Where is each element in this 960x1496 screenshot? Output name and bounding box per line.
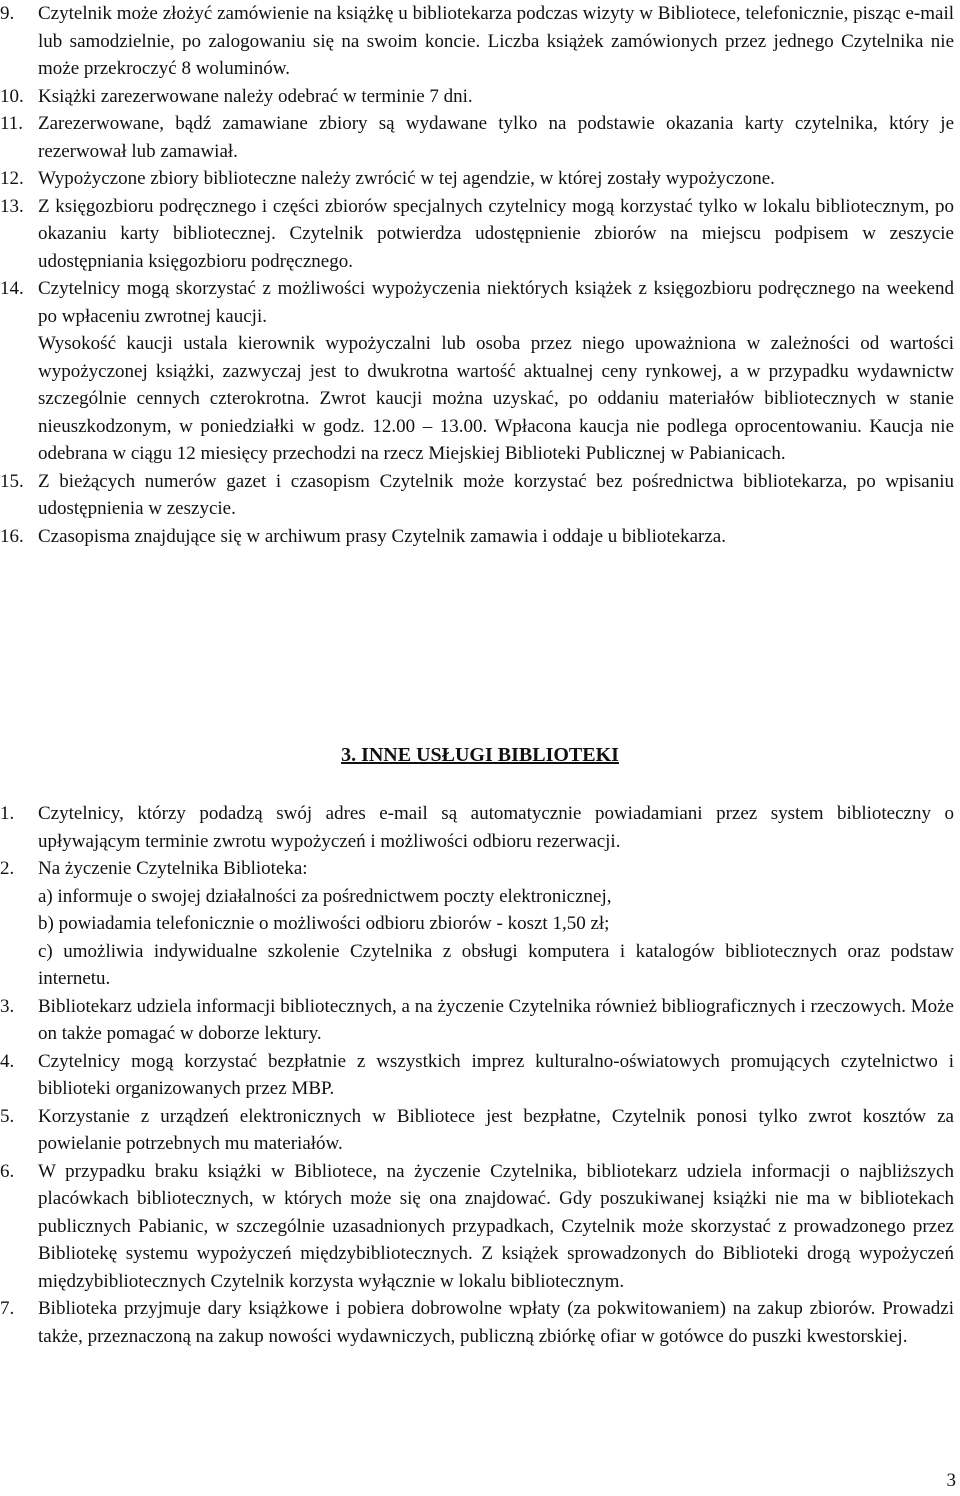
item-number: 15. <box>0 470 24 492</box>
item-number: 2. <box>0 858 15 879</box>
item-text: Wysokość kaucji ustala kierownik wypożyczalni lub osoba przez niego upoważniona w zależności od wartości wypożyczonej książki, zazwyczaj jest to dwukrotna wartość aktualnej ceny rynkowej, a w przypadku wydawnictw szczególnie cennych czterokrotna. Zwrot kaucji można uzyskać, po oddaniu materiałów bibliotecznych w stanie nieuszkodzonym, w poniedziałki w godz. 12.00 – 13.00. Wpłacona kaucja nie podlega oprocentowaniu. Kaucja nie odebrana w ciągu 12 miesięcy przechodzi na rzecz Miejskiej Biblioteki Publicznej w Pabianicach. <box>38 333 954 464</box>
list-item <box>0 193 960 276</box>
page-number: 3 <box>946 1469 956 1491</box>
list-item <box>0 523 960 551</box>
item-text: Z księgozbioru podręcznego i części zbiorów specjalnych czytelnicy mogą korzystać tylko w lokalu bibliotecznym, po okazaniu karty bibliotecznej. Czytelnik potwierdza udostępnienie zbiorów na miejscu podpisem w zeszycie udostępniania księgozbioru podręcznego. <box>38 195 954 272</box>
list-item <box>0 855 960 993</box>
item-text: Zarezerwowane, bądź zamawiane zbiory są wydawane tylko na podstawie okazania karty czytelnika, który je rezerwował lub zamawiał. <box>38 113 954 162</box>
item-text: Bibliotekarz udziela informacji bibliotecznych, a na życzenie Czytelnika również bibliograficznych i rzeczowych. Może on także pomagać w doborze lektury. <box>38 995 954 1044</box>
item-subpoint: a) informuje o swojej działalności za pośrednictwem poczty elektronicznej, <box>38 885 612 907</box>
list-item <box>0 0 960 83</box>
item-number: 6. <box>0 1160 15 1182</box>
item-number: 12. <box>0 168 24 189</box>
item-text: Korzystanie z urządzeń elektronicznych w Bibliotece jest bezpłatne, Czytelnik ponosi tylko zwrot kosztów za powielanie potrzebnych mu materiałów. <box>38 1105 954 1154</box>
item-number: 5. <box>0 1105 15 1127</box>
section-heading <box>0 741 960 769</box>
list-item <box>0 800 960 855</box>
list-item <box>0 1158 960 1296</box>
item-number: 3. <box>0 995 15 1017</box>
list-item <box>0 993 960 1048</box>
item-text: Biblioteka przyjmuje dary książkowe i pobiera dobrowolne wpłaty (za pokwitowaniem) na zakup zbiorów. Prowadzi także, przeznaczoną na zakup nowości wydawniczych, publiczną zbiórkę ofiar w gotówce do puszki kwestorskiej. <box>38 1298 954 1347</box>
item-text: Wypożyczone zbiory biblioteczne należy zwrócić w tej agendzie, w której zostały wypożyczone. <box>38 168 775 189</box>
item-number: 4. <box>0 1050 15 1072</box>
item-number: 16. <box>0 525 24 547</box>
item-subpoint: c) umożliwia indywidualne szkolenie Czytelnika z obsługi komputera i katalogów bibliotecznych oraz podstaw internetu. <box>38 940 954 989</box>
item-text: Czasopisma znajdujące się w archiwum prasy Czytelnik zamawia i oddaje u bibliotekarza. <box>38 525 726 547</box>
item-number: 7. <box>0 1298 15 1319</box>
item-number: 11. <box>0 113 24 134</box>
item-text: Książki zarezerwowane należy odebrać w terminie 7 dni. <box>38 85 473 107</box>
section2-list <box>0 0 960 550</box>
item-text: Czytelnicy mogą korzystać bezpłatnie z wszystkich imprez kulturalno-oświatowych promujących czytelnictwo i biblioteki organizowanych przez MBP. <box>38 1050 954 1099</box>
list-item <box>0 275 960 468</box>
item-subpoint: b) powiadamia telefonicznie o możliwości odbioru zbiorów - koszt 1,50 zł; <box>38 913 610 934</box>
list-item <box>0 110 960 165</box>
item-number: 10. <box>0 85 24 107</box>
item-text: Czytelnik może złożyć zamówienie na książkę u bibliotekarza podczas wizyty w Bibliotece, telefonicznie, pisząc e-mail lub samodzielnie, po zalogowaniu się na swoim koncie. Liczba książek zamówionych przez jednego Czytelnika nie może przekroczyć 8 woluminów. <box>38 3 954 79</box>
item-text: Z bieżących numerów gazet i czasopism Czytelnik może korzystać bez pośrednictwa bibliotekarza, po wpisaniu udostępnienia w zeszycie. <box>38 470 954 519</box>
list-item <box>0 83 960 111</box>
item-text: Czytelnicy, którzy podadzą swój adres e-mail są automatycznie powiadamiani przez system biblioteczny o upływającym terminie zwrotu wypożyczeń i możliwości odbioru rezerwacji. <box>38 803 954 852</box>
item-text: W przypadku braku książki w Bibliotece, na życzenie Czytelnika, bibliotekarz udziela informacji o najbliższych placówkach bibliotecznych, w których może się ona znajdować. Gdy poszukiwanej książki nie ma w bibliotekach publicznych Pabianic, w szczególnie uzasadnionych przypadkach, Czytelnik może skorzystać z prowadzonego przez Bibliotekę systemu wypożyczeń międzybibliotecznych. Z książek sprowadzonych do Biblioteki drogą wypożyczeń międzybibliotecznych Czytelnik korzysta wyłącznie w lokalu bibliotecznym. <box>38 1160 954 1292</box>
section-heading-text: 3. INNE USŁUGI BIBLIOTEKI <box>341 744 619 766</box>
section3-list <box>0 800 960 1350</box>
item-number: 14. <box>0 278 24 299</box>
item-text: Na życzenie Czytelnika Biblioteka: <box>38 858 308 879</box>
item-number: 1. <box>0 803 15 824</box>
list-item <box>0 1295 960 1350</box>
list-item <box>0 165 960 193</box>
list-item <box>0 468 960 523</box>
item-number: 13. <box>0 195 24 217</box>
list-item <box>0 1048 960 1103</box>
item-number: 9. <box>0 3 15 24</box>
item-text: Czytelnicy mogą skorzystać z możliwości wypożyczenia niektórych książek z księgozbioru podręcznego na weekend po wpłaceniu zwrotnej kaucji. <box>38 278 954 327</box>
list-item <box>0 1103 960 1158</box>
